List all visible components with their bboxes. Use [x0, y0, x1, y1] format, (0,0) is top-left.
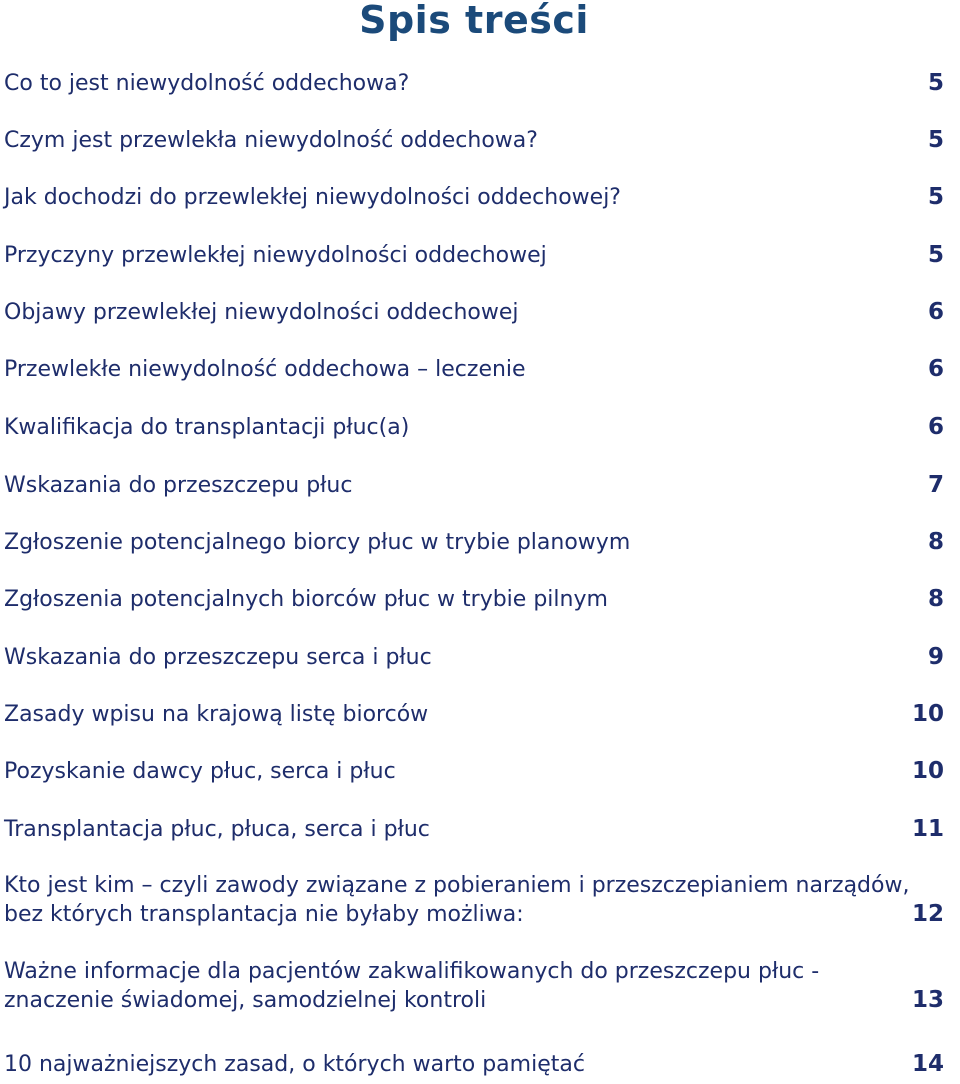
toc-entry-title: Kwalifikacja do transplantacji płuc(a) — [4, 415, 410, 440]
toc-entry — [4, 700, 958, 729]
toc-entry-page: 9 — [927, 644, 944, 670]
toc-entry-title: Wskazania do przeszczepu płuc — [4, 473, 353, 498]
toc-entry-page: 8 — [927, 529, 944, 555]
toc-entry — [4, 69, 958, 98]
toc-entry-page: 6 — [927, 356, 944, 382]
toc-entry-title: Zasady wpisu na krajową listę biorców — [4, 702, 429, 727]
toc-entry-title: Zgłoszenia potencjalnych biorców płuc w trybie pilnym — [4, 587, 608, 612]
toc-entry-title: Przewlekłe niewydolność oddechowa – leczenie — [4, 357, 526, 382]
toc-entry — [4, 241, 958, 270]
toc-entry-page: 6 — [927, 414, 944, 440]
toc-entry-title-cont: bez których transplantacja nie byłaby możliwa: — [4, 902, 524, 927]
toc-entry-page: 12 — [911, 901, 944, 927]
toc-entry-page: 13 — [911, 987, 944, 1013]
toc-entry-page: 6 — [927, 299, 944, 325]
toc-entry — [4, 413, 958, 442]
toc-entry — [4, 471, 958, 500]
toc-entry-page: 7 — [927, 472, 944, 498]
toc-entry — [4, 183, 958, 212]
toc-entry-page: 5 — [927, 127, 944, 153]
toc-entry-title: Przyczyny przewlekłej niewydolności oddechowej — [4, 243, 547, 268]
toc-entry — [4, 757, 958, 786]
toc-entry-title-cont: znaczenie świadomej, samodzielnej kontroli — [4, 988, 487, 1013]
toc-entry — [4, 815, 958, 844]
toc-entry-title: 10 najważniejszych zasad, o których warto pamiętać — [4, 1052, 585, 1077]
toc-entry — [4, 871, 958, 929]
toc-entry-page: 8 — [927, 586, 944, 612]
toc-entry — [4, 957, 958, 1015]
toc-entry-page: 5 — [927, 242, 944, 268]
toc-entry — [4, 1050, 958, 1079]
toc-entry-page: 10 — [911, 701, 944, 727]
toc-entry-title: Zgłoszenie potencjalnego biorcy płuc w trybie planowym — [4, 530, 631, 555]
toc-entry-page: 5 — [927, 184, 944, 210]
toc-entry-title: Ważne informacje dla pacjentów zakwalifikowanych do przeszczepu płuc - — [4, 959, 820, 984]
toc-entry-page: 5 — [927, 70, 944, 96]
toc-entry — [4, 585, 958, 614]
toc-entry-page: 14 — [911, 1051, 944, 1077]
toc-entry-title: Jak dochodzi do przewlekłej niewydolności oddechowej? — [4, 185, 621, 210]
page-title: Spis treści — [359, 0, 589, 42]
toc-entry — [4, 643, 958, 672]
toc-entry — [4, 126, 958, 155]
toc-entry — [4, 355, 958, 384]
toc-entry — [4, 528, 958, 557]
toc-entry-title: Pozyskanie dawcy płuc, serca i płuc — [4, 759, 396, 784]
toc-entry-page: 11 — [911, 816, 944, 842]
toc-entry-title: Wskazania do przeszczepu serca i płuc — [4, 645, 432, 670]
toc-entry-page: 10 — [911, 758, 944, 784]
toc-entry-title: Transplantacja płuc, płuca, serca i płuc — [4, 817, 430, 842]
toc-entry-title: Czym jest przewlekła niewydolność oddechowa? — [4, 128, 538, 153]
toc-entry — [4, 298, 958, 327]
toc-entry-title: Kto jest kim – czyli zawody związane z pobieraniem i przeszczepianiem narządów, — [4, 873, 910, 898]
toc-entry-title: Co to jest niewydolność oddechowa? — [4, 71, 410, 96]
toc-entry-title: Objawy przewlekłej niewydolności oddechowej — [4, 300, 519, 325]
